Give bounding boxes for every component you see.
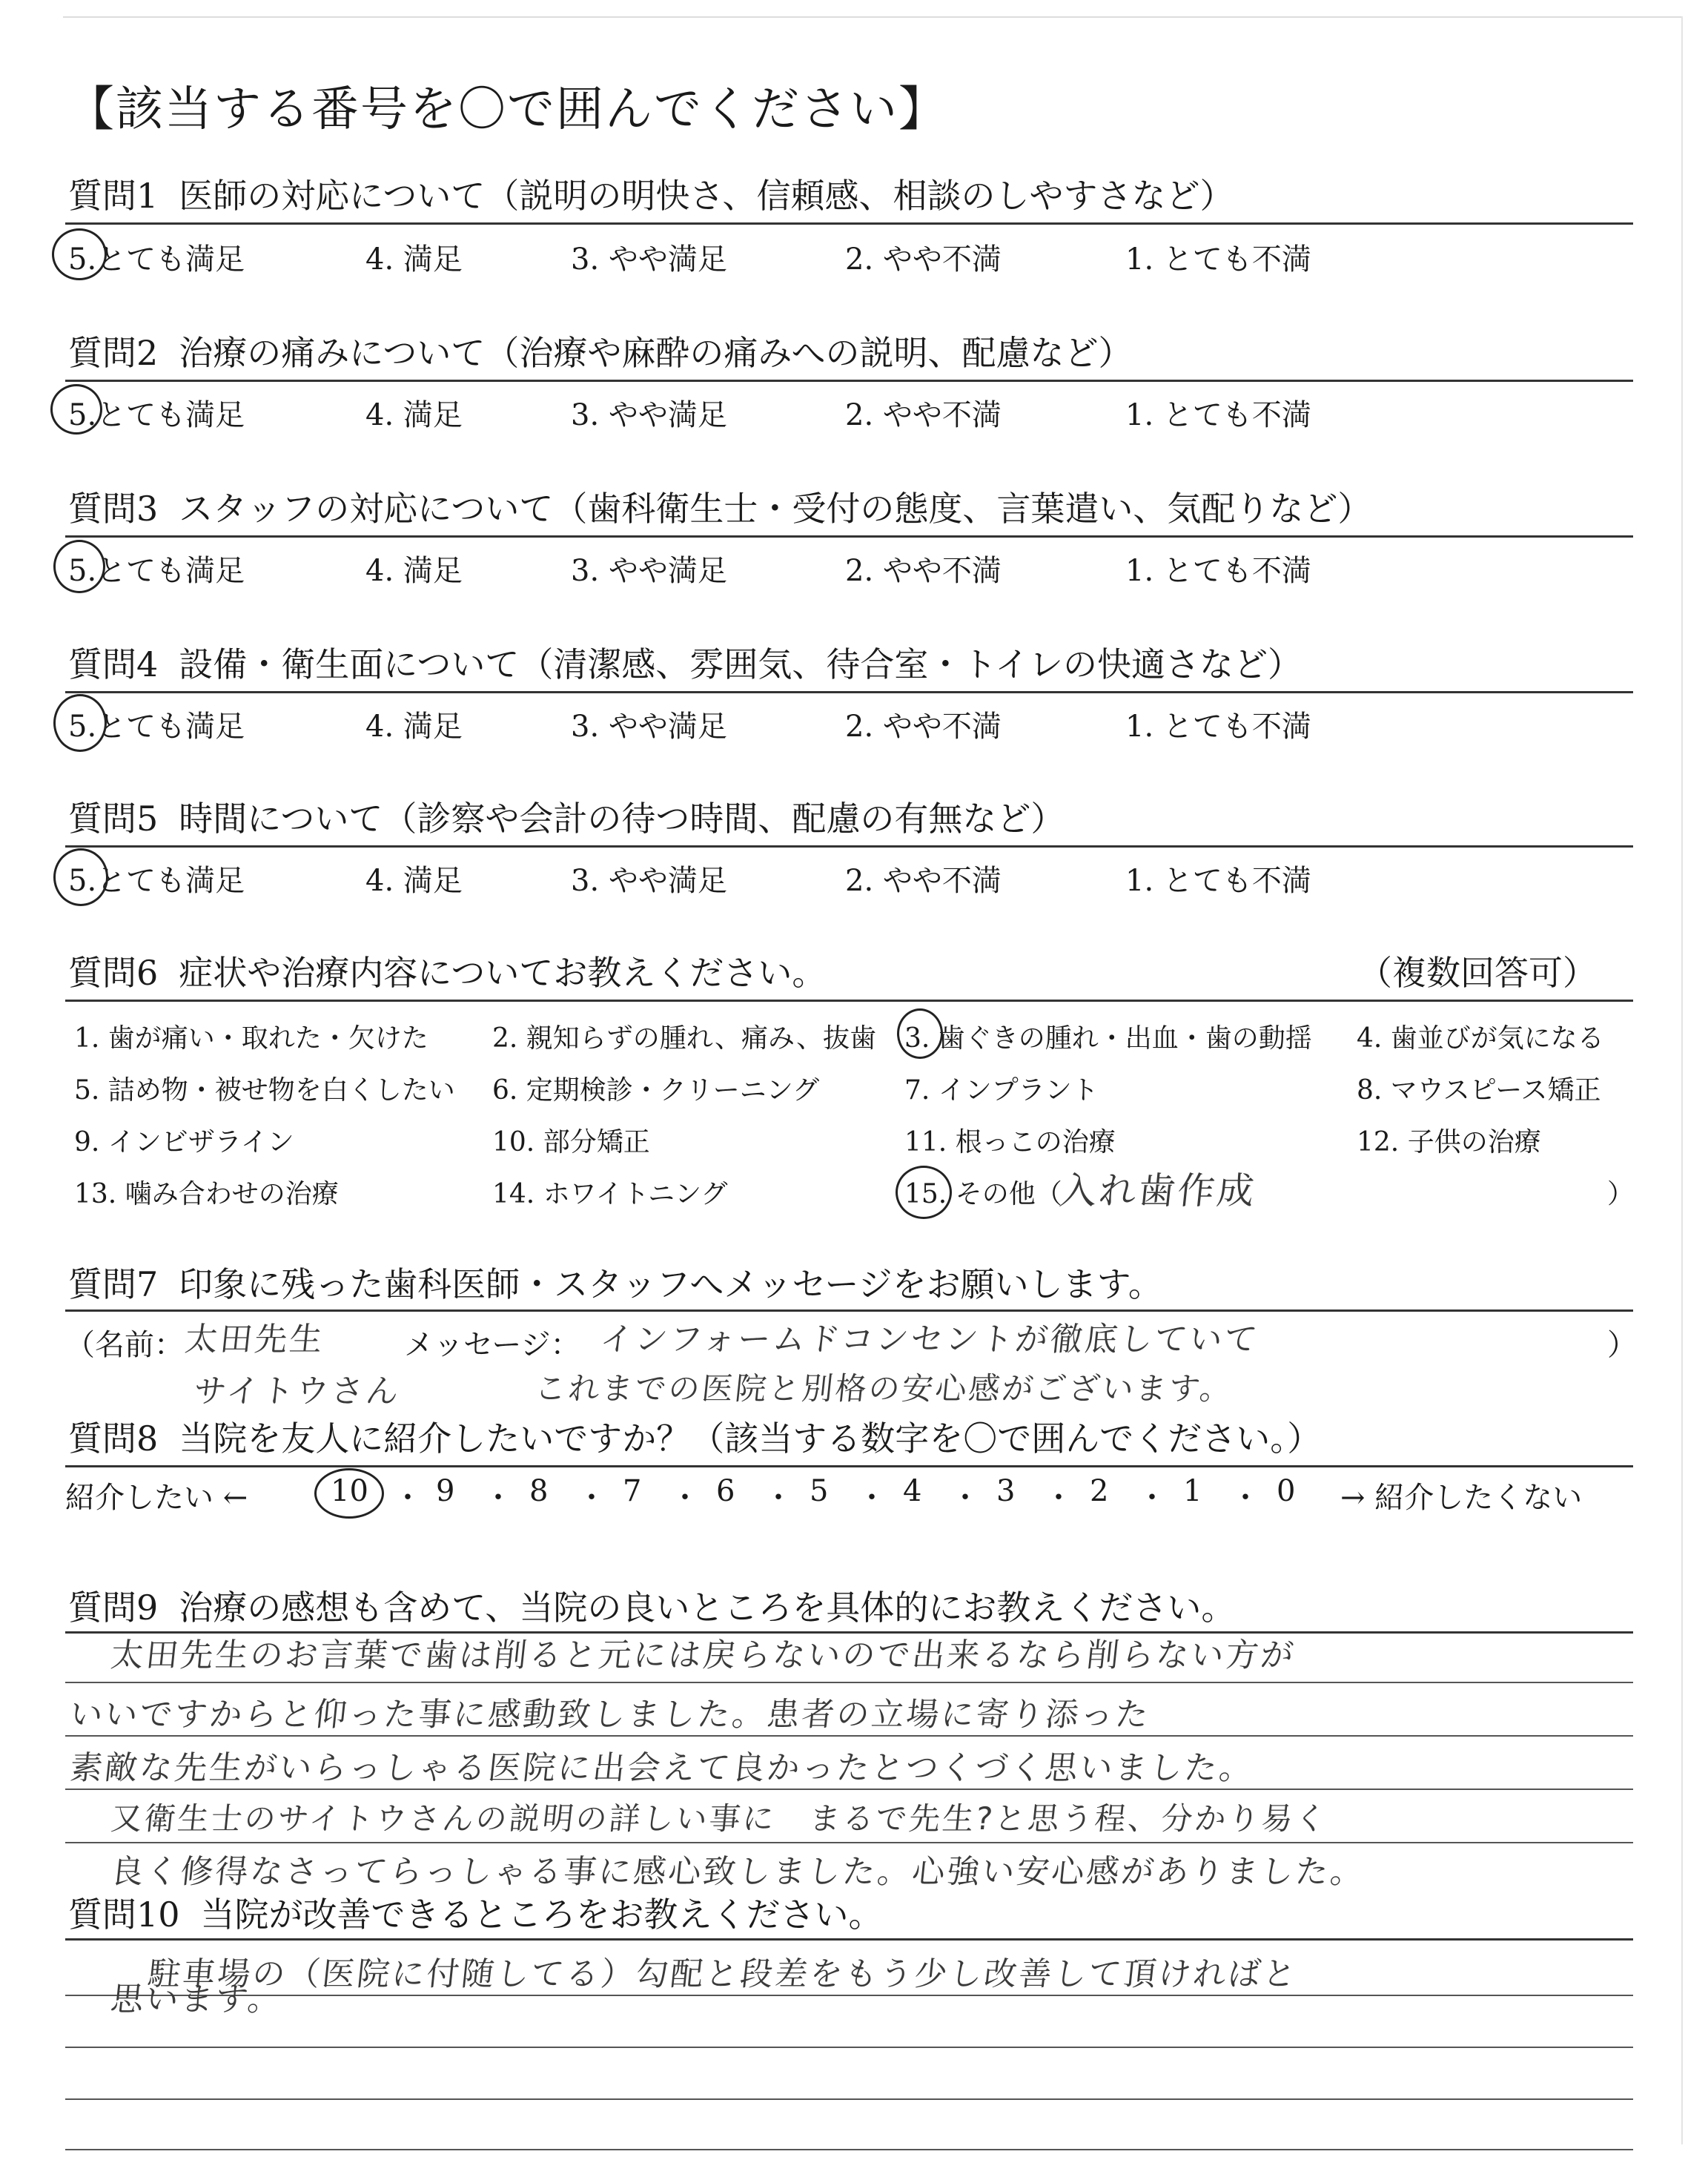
q6-option-15[interactable]: 15. その他（ — [904, 1179, 1062, 1209]
q8-scale-0[interactable]: 0 — [1277, 1474, 1296, 1508]
q4-option-1[interactable]: 1. とても不満 — [1125, 710, 1311, 744]
q6-option-9[interactable]: 9. インビザライン — [74, 1127, 294, 1157]
q8-scale-5[interactable]: 5 — [810, 1474, 829, 1508]
q2-divider — [65, 380, 1633, 382]
q2-option-1[interactable]: 1. とても不満 — [1125, 398, 1311, 432]
q8-scale-dot: ・ — [857, 1481, 887, 1515]
q9-answer-line-2: いいですからと仰った事に感動致しました。患者の立場に寄り添った — [67, 1696, 1153, 1734]
q9-answer-line-5: 良く修得なさってらっしゃる事に感心致しました。心強い安心感がありました。 — [108, 1853, 1368, 1891]
q8-scale-4[interactable]: 4 — [903, 1474, 922, 1508]
q4-option-5[interactable]: 5.とても満足 — [68, 710, 245, 744]
q1-selection-circle — [52, 228, 107, 280]
page-border-top — [63, 16, 1683, 18]
q6-option-15-selection-circle — [896, 1166, 952, 1219]
q1-heading — [68, 169, 1234, 218]
q8-divider — [65, 1465, 1633, 1467]
q8-scale-dot: ・ — [950, 1481, 980, 1515]
q5-option-1[interactable]: 1. とても不満 — [1125, 864, 1311, 898]
q2-option-2[interactable]: 2. やや不満 — [845, 398, 1002, 432]
q7-name-1: 太田先生 — [182, 1321, 327, 1358]
q10-answer-line-2: 思います。 — [108, 1981, 285, 2018]
q3-heading — [68, 482, 1371, 531]
q6-option-3[interactable]: 3. 歯ぐきの腫れ・出血・歯の動揺 — [904, 1023, 1312, 1054]
q8-scale-6[interactable]: 6 — [716, 1474, 735, 1508]
q5-number: 質問5 — [68, 799, 159, 839]
q8-text: 当院を友人に紹介したいですか？（該当する数字を〇で囲んでください。） — [179, 1418, 1322, 1459]
q9-answer-rule — [65, 1842, 1633, 1843]
q6-text: 症状や治療内容についてお教えください。 — [179, 953, 827, 993]
q6-option-11[interactable]: 11. 根っこの治療 — [904, 1127, 1116, 1157]
q6-other-answer: 入れ歯作成 — [1057, 1169, 1259, 1212]
q8-scale-dot: ・ — [670, 1481, 700, 1515]
q7-number: 質問7 — [68, 1264, 159, 1304]
q2-heading — [68, 326, 1132, 375]
q1-divider — [65, 222, 1633, 225]
q2-option-4[interactable]: 4. 満足 — [365, 398, 463, 432]
q5-option-2[interactable]: 2. やや不満 — [845, 864, 1002, 898]
q7-name-label: （名前： — [65, 1328, 184, 1362]
q2-option-5[interactable]: 5.とても満足 — [68, 398, 245, 432]
q6-option-8[interactable]: 8. マウスピース矯正 — [1357, 1075, 1601, 1106]
q5-option-4[interactable]: 4. 満足 — [365, 864, 463, 898]
q10-answer-rule — [65, 2047, 1633, 2048]
q10-divider — [65, 1938, 1633, 1941]
q8-scale-dot: ・ — [1231, 1481, 1260, 1515]
q8-right-label: → 紹介したくない — [1340, 1481, 1583, 1515]
q1-option-2[interactable]: 2. やや不満 — [845, 242, 1002, 277]
q8-scale-1[interactable]: 1 — [1183, 1474, 1202, 1508]
q10-text: 当院が改善できるところをお教えください。 — [200, 1895, 883, 1935]
q3-option-2[interactable]: 2. やや不満 — [845, 554, 1002, 588]
q6-option-5[interactable]: 5. 詰め物・被せ物を白くしたい — [74, 1075, 455, 1106]
q6-option-2[interactable]: 2. 親知らずの腫れ、痛み、抜歯 — [492, 1023, 877, 1054]
q6-option-7[interactable]: 7. インプラント — [904, 1075, 1099, 1106]
q1-option-3[interactable]: 3. やや満足 — [571, 242, 727, 277]
q8-scale-8[interactable]: 8 — [529, 1474, 549, 1508]
q4-number: 質問4 — [68, 644, 159, 684]
q7-text: 印象に残った歯科医師・スタッフへメッセージをお願いします。 — [179, 1264, 1162, 1304]
q5-option-3[interactable]: 3. やや満足 — [571, 864, 727, 898]
q6-option-13[interactable]: 13. 噛み合わせの治療 — [74, 1179, 339, 1209]
q9-answer-rule — [65, 1682, 1633, 1683]
q10-number: 質問10 — [68, 1895, 180, 1935]
q8-heading — [68, 1412, 1321, 1461]
q3-text: スタッフの対応について（歯科衛生士・受付の態度、言葉遣い、気配りなど） — [179, 489, 1372, 529]
q9-text: 治療の感想も含めて、当院の良いところを具体的にお教えください。 — [179, 1588, 1236, 1628]
q6-divider — [65, 1000, 1633, 1002]
q8-scale-3[interactable]: 3 — [996, 1474, 1016, 1508]
q6-option-6[interactable]: 6. 定期検診・クリーニング — [492, 1075, 820, 1106]
q8-left-label: 紹介したい ← — [65, 1481, 248, 1515]
q4-option-3[interactable]: 3. やや満足 — [571, 710, 727, 744]
q8-selection-circle — [314, 1468, 384, 1519]
q5-selection-circle — [53, 848, 108, 906]
q9-answer-rule — [65, 1789, 1633, 1790]
q8-scale-9[interactable]: 9 — [436, 1474, 455, 1508]
q2-selection-circle — [50, 384, 102, 435]
q8-scale-dot: ・ — [764, 1481, 793, 1515]
q8-scale-dot: ・ — [393, 1481, 423, 1515]
q3-option-1[interactable]: 1. とても不満 — [1125, 554, 1311, 588]
q5-option-5[interactable]: 5.とても満足 — [68, 864, 245, 898]
q6-option-4[interactable]: 4. 歯並びが気になる — [1357, 1023, 1604, 1054]
q1-option-4[interactable]: 4. 満足 — [365, 242, 463, 277]
q1-text: 医師の対応について（説明の明快さ、信頼感、相談のしやすさなど） — [179, 176, 1234, 216]
q7-divider — [65, 1309, 1633, 1312]
q7-name-2: サイトウさん — [191, 1373, 403, 1410]
q8-scale-10[interactable]: 10 — [331, 1474, 368, 1508]
q9-answer-rule — [65, 1735, 1633, 1737]
q7-close-paren: ） — [1607, 1328, 1637, 1362]
q6-heading — [68, 946, 826, 995]
q4-option-4[interactable]: 4. 満足 — [365, 710, 463, 744]
q4-divider — [65, 691, 1633, 693]
q5-heading — [68, 792, 1065, 841]
q9-answer-line-3: 素敵な先生がいらっしゃる医院に出会えて良かったとつくづく思いました。 — [67, 1749, 1257, 1787]
q6-option-3-selection-circle — [897, 1008, 943, 1059]
q9-number: 質問9 — [68, 1588, 159, 1628]
q4-selection-circle — [53, 694, 107, 752]
q8-number: 質問8 — [68, 1418, 159, 1459]
q1-option-1[interactable]: 1. とても不満 — [1125, 242, 1311, 277]
q6-number: 質問6 — [68, 953, 159, 993]
q3-selection-circle — [53, 540, 105, 593]
q8-scale-dot: ・ — [483, 1481, 513, 1515]
q6-other-close-paren: ） — [1607, 1179, 1635, 1209]
q7-heading — [68, 1258, 1162, 1307]
q3-option-3[interactable]: 3. やや満足 — [571, 554, 727, 588]
q6-multiple-answers-note: （複数回答可） — [1358, 953, 1597, 993]
q7-message-line-1: インフォームドコンセントが徹底していて — [598, 1321, 1262, 1358]
q1-number: 質問1 — [68, 176, 159, 216]
q7-message-line-2: これまでの医院と別格の安心感がございます。 — [533, 1370, 1235, 1407]
q6-option-14[interactable]: 14. ホワイトニング — [492, 1179, 728, 1209]
q6-option-10[interactable]: 10. 部分矯正 — [492, 1127, 650, 1157]
q2-option-3[interactable]: 3. やや満足 — [571, 398, 727, 432]
q3-option-5[interactable]: 5.とても満足 — [68, 554, 245, 588]
q3-divider — [65, 535, 1633, 538]
q2-number: 質問2 — [68, 333, 159, 373]
q8-scale-7[interactable]: 7 — [623, 1474, 642, 1508]
q8-scale-2[interactable]: 2 — [1090, 1474, 1109, 1508]
q9-heading — [68, 1581, 1235, 1630]
q10-answer-rule — [65, 2098, 1633, 2100]
q10-heading — [68, 1888, 883, 1937]
q4-option-2[interactable]: 2. やや不満 — [845, 710, 1002, 744]
q5-text: 時間について（診察や会計の待つ時間、配慮の有無など） — [179, 799, 1065, 839]
q4-heading — [68, 638, 1302, 687]
q5-divider — [65, 845, 1633, 848]
q8-scale-dot: ・ — [1137, 1481, 1167, 1515]
q10-answer-line-1: 駐車場の（医院に付随してる）勾配と段差をもう少し改善して頂ければと — [145, 1955, 1300, 1993]
q1-option-5[interactable]: 5.とても満足 — [68, 242, 245, 277]
q8-scale-dot: ・ — [577, 1481, 606, 1515]
q2-text: 治療の痛みについて（治療や麻酔の痛みへの説明、配慮など） — [179, 333, 1133, 373]
q9-answer-line-1: 太田先生のお言葉で歯は削ると元には戻らないので出来るなら削らない方が — [108, 1636, 1298, 1674]
page-title: 【該当する番号を〇で囲んでください】 — [67, 82, 947, 137]
q10-answer-rule — [65, 1995, 1633, 1996]
q7-message-label: メッセージ： — [404, 1328, 580, 1362]
page-border-right — [1681, 16, 1683, 2144]
q4-text: 設備・衛生面について（清潔感、雰囲気、待合室・トイレの快適さなど） — [179, 644, 1302, 684]
q10-answer-rule — [65, 2149, 1633, 2150]
q8-scale-dot: ・ — [1044, 1481, 1073, 1515]
q9-answer-line-4: 又衛生士のサイトウさんの説明の詳しい事に まるで先生?と思う程、分かり易く — [109, 1800, 1331, 1837]
q3-option-4[interactable]: 4. 満足 — [365, 554, 463, 588]
q3-number: 質問3 — [68, 489, 159, 529]
q6-option-1[interactable]: 1. 歯が痛い・取れた・欠けた — [74, 1023, 428, 1054]
q6-option-12[interactable]: 12. 子供の治療 — [1357, 1127, 1541, 1157]
